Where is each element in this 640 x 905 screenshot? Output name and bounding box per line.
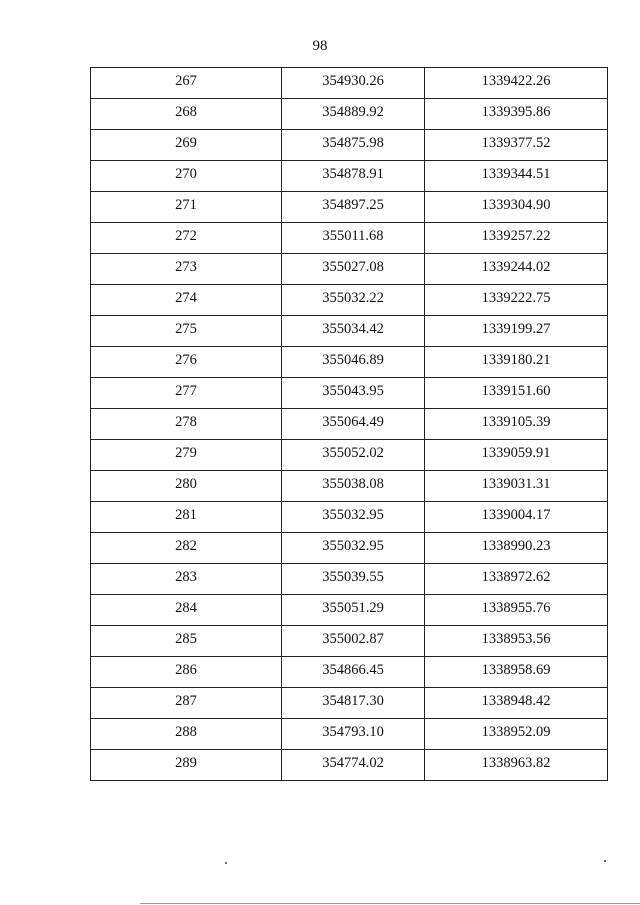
- cell-text: 285: [175, 630, 197, 647]
- easting-cell: [282, 130, 425, 161]
- point-id-cell: [91, 68, 282, 99]
- table-row: [91, 626, 608, 657]
- point-id-cell: [91, 316, 282, 347]
- northing-cell: [425, 223, 608, 254]
- easting-cell: [282, 533, 425, 564]
- cell-text: 1339199.27: [481, 320, 551, 337]
- cell-text: 286: [175, 661, 197, 678]
- cell-text: 355034.42: [322, 320, 384, 337]
- northing-cell: [425, 750, 608, 781]
- easting-cell: [282, 409, 425, 440]
- northing-cell: [425, 192, 608, 223]
- table-row: [91, 378, 608, 409]
- point-id-cell: [91, 254, 282, 285]
- northing-cell: [425, 254, 608, 285]
- cell-text: 354866.45: [322, 661, 384, 678]
- point-id-cell: [91, 564, 282, 595]
- northing-cell: [425, 99, 608, 130]
- northing-cell: [425, 409, 608, 440]
- northing-cell: [425, 378, 608, 409]
- easting-cell: [282, 750, 425, 781]
- cell-text: 268: [175, 103, 197, 120]
- table-row: [91, 750, 608, 781]
- cell-text: 272: [175, 227, 197, 244]
- cell-text: 1339004.17: [481, 506, 551, 523]
- northing-cell: [425, 347, 608, 378]
- cell-text: 269: [175, 134, 197, 151]
- easting-cell: [282, 192, 425, 223]
- table-row: [91, 533, 608, 564]
- table-row: [91, 192, 608, 223]
- cell-text: 289: [175, 754, 197, 771]
- cell-text: 354875.98: [322, 134, 384, 151]
- cell-text: 1339422.26: [481, 72, 551, 89]
- point-id-cell: [91, 688, 282, 719]
- cell-text: 355002.87: [322, 630, 384, 647]
- cell-text: 1338972.62: [481, 568, 551, 585]
- table-row: [91, 409, 608, 440]
- cell-text: 355032.22: [322, 289, 384, 306]
- cell-text: 355038.08: [322, 475, 384, 492]
- cell-text: 1339344.51: [481, 165, 551, 182]
- easting-cell: [282, 595, 425, 626]
- cell-text: 1338948.42: [481, 692, 551, 709]
- cell-text: 1339304.90: [481, 196, 551, 213]
- easting-cell: [282, 316, 425, 347]
- point-id-cell: [91, 99, 282, 130]
- table-row: [91, 130, 608, 161]
- cell-text: 355046.89: [322, 351, 384, 368]
- point-id-cell: [91, 130, 282, 161]
- cell-text: 267: [175, 72, 197, 89]
- easting-cell: [282, 161, 425, 192]
- table-body: [91, 68, 608, 781]
- cell-text: 283: [175, 568, 197, 585]
- northing-cell: [425, 316, 608, 347]
- cell-text: 355011.68: [322, 227, 384, 244]
- table-row: [91, 285, 608, 316]
- cell-text: 274: [175, 289, 197, 306]
- cell-text: 355051.29: [322, 599, 384, 616]
- cell-text: 355027.08: [322, 258, 384, 275]
- point-id-cell: [91, 502, 282, 533]
- cell-text: 355039.55: [322, 568, 384, 585]
- table-row: [91, 223, 608, 254]
- cell-text: 1339031.31: [481, 475, 551, 492]
- cell-text: 355052.02: [322, 444, 384, 461]
- table-row: [91, 68, 608, 99]
- easting-cell: [282, 99, 425, 130]
- point-id-cell: [91, 595, 282, 626]
- table-row: [91, 564, 608, 595]
- easting-cell: [282, 68, 425, 99]
- cell-text: 355032.95: [322, 537, 384, 554]
- cell-text: 1338955.76: [481, 599, 551, 616]
- cell-text: 277: [175, 382, 197, 399]
- cell-text: 1339395.86: [481, 103, 551, 120]
- easting-cell: [282, 347, 425, 378]
- coordinate-table: [90, 67, 608, 781]
- point-id-cell: [91, 471, 282, 502]
- table-row: [91, 254, 608, 285]
- table-row: [91, 99, 608, 130]
- cell-text: 1338958.69: [481, 661, 551, 678]
- cell-text: 1339222.75: [481, 289, 551, 306]
- easting-cell: [282, 285, 425, 316]
- table-row: [91, 347, 608, 378]
- cell-text: 281: [175, 506, 197, 523]
- easting-cell: [282, 440, 425, 471]
- point-id-cell: [91, 750, 282, 781]
- cell-text: 282: [175, 537, 197, 554]
- cell-text: 270: [175, 165, 197, 182]
- table-row: [91, 688, 608, 719]
- point-id-cell: [91, 533, 282, 564]
- scan-speck: [225, 862, 227, 864]
- table-row: [91, 657, 608, 688]
- cell-text: 271: [175, 196, 197, 213]
- northing-cell: [425, 595, 608, 626]
- cell-text: 1339151.60: [481, 382, 551, 399]
- cell-text: 276: [175, 351, 197, 368]
- cell-text: 287: [175, 692, 197, 709]
- northing-cell: [425, 440, 608, 471]
- easting-cell: [282, 688, 425, 719]
- northing-cell: [425, 688, 608, 719]
- point-id-cell: [91, 626, 282, 657]
- cell-text: 1339059.91: [481, 444, 551, 461]
- cell-text: 278: [175, 413, 197, 430]
- cell-text: 354793.10: [322, 723, 384, 740]
- cell-text: 275: [175, 320, 197, 337]
- northing-cell: [425, 657, 608, 688]
- scan-edge-line: [140, 903, 640, 904]
- easting-cell: [282, 254, 425, 285]
- northing-cell: [425, 130, 608, 161]
- point-id-cell: [91, 657, 282, 688]
- cell-text: 280: [175, 475, 197, 492]
- table-row: [91, 316, 608, 347]
- easting-cell: [282, 471, 425, 502]
- cell-text: 1338963.82: [481, 754, 551, 771]
- easting-cell: [282, 223, 425, 254]
- point-id-cell: [91, 719, 282, 750]
- cell-text: 354930.26: [322, 72, 384, 89]
- cell-text: 354897.25: [322, 196, 384, 213]
- table-row: [91, 471, 608, 502]
- northing-cell: [425, 626, 608, 657]
- cell-text: 354889.92: [322, 103, 384, 120]
- cell-text: 355032.95: [322, 506, 384, 523]
- point-id-cell: [91, 285, 282, 316]
- northing-cell: [425, 471, 608, 502]
- point-id-cell: [91, 161, 282, 192]
- table-row: [91, 161, 608, 192]
- easting-cell: [282, 719, 425, 750]
- cell-text: 354878.91: [322, 165, 384, 182]
- cell-text: 1339180.21: [481, 351, 551, 368]
- point-id-cell: [91, 223, 282, 254]
- cell-text: 273: [175, 258, 197, 275]
- cell-text: 1339377.52: [481, 134, 551, 151]
- cell-text: 1339105.39: [481, 413, 551, 430]
- scan-speck: [604, 860, 606, 862]
- point-id-cell: [91, 192, 282, 223]
- table-row: [91, 502, 608, 533]
- cell-text: 1338952.09: [481, 723, 551, 740]
- cell-text: 284: [175, 599, 197, 616]
- cell-text: 354774.02: [322, 754, 384, 771]
- cell-text: 354817.30: [322, 692, 384, 709]
- easting-cell: [282, 378, 425, 409]
- easting-cell: [282, 502, 425, 533]
- northing-cell: [425, 68, 608, 99]
- cell-text: 355043.95: [322, 382, 384, 399]
- table-row: [91, 595, 608, 626]
- page-number: 98: [312, 38, 328, 54]
- northing-cell: [425, 285, 608, 316]
- cell-text: 279: [175, 444, 197, 461]
- table-row: [91, 719, 608, 750]
- northing-cell: [425, 564, 608, 595]
- easting-cell: [282, 657, 425, 688]
- cell-text: 1339257.22: [481, 227, 551, 244]
- point-id-cell: [91, 440, 282, 471]
- northing-cell: [425, 719, 608, 750]
- point-id-cell: [91, 409, 282, 440]
- cell-text: 355064.49: [322, 413, 384, 430]
- northing-cell: [425, 502, 608, 533]
- easting-cell: [282, 626, 425, 657]
- easting-cell: [282, 564, 425, 595]
- table-row: [91, 440, 608, 471]
- cell-text: 1338953.56: [481, 630, 551, 647]
- point-id-cell: [91, 378, 282, 409]
- cell-text: 288: [175, 723, 197, 740]
- point-id-cell: [91, 347, 282, 378]
- cell-text: 1339244.02: [481, 258, 551, 275]
- northing-cell: [425, 533, 608, 564]
- northing-cell: [425, 161, 608, 192]
- cell-text: 1338990.23: [481, 537, 551, 554]
